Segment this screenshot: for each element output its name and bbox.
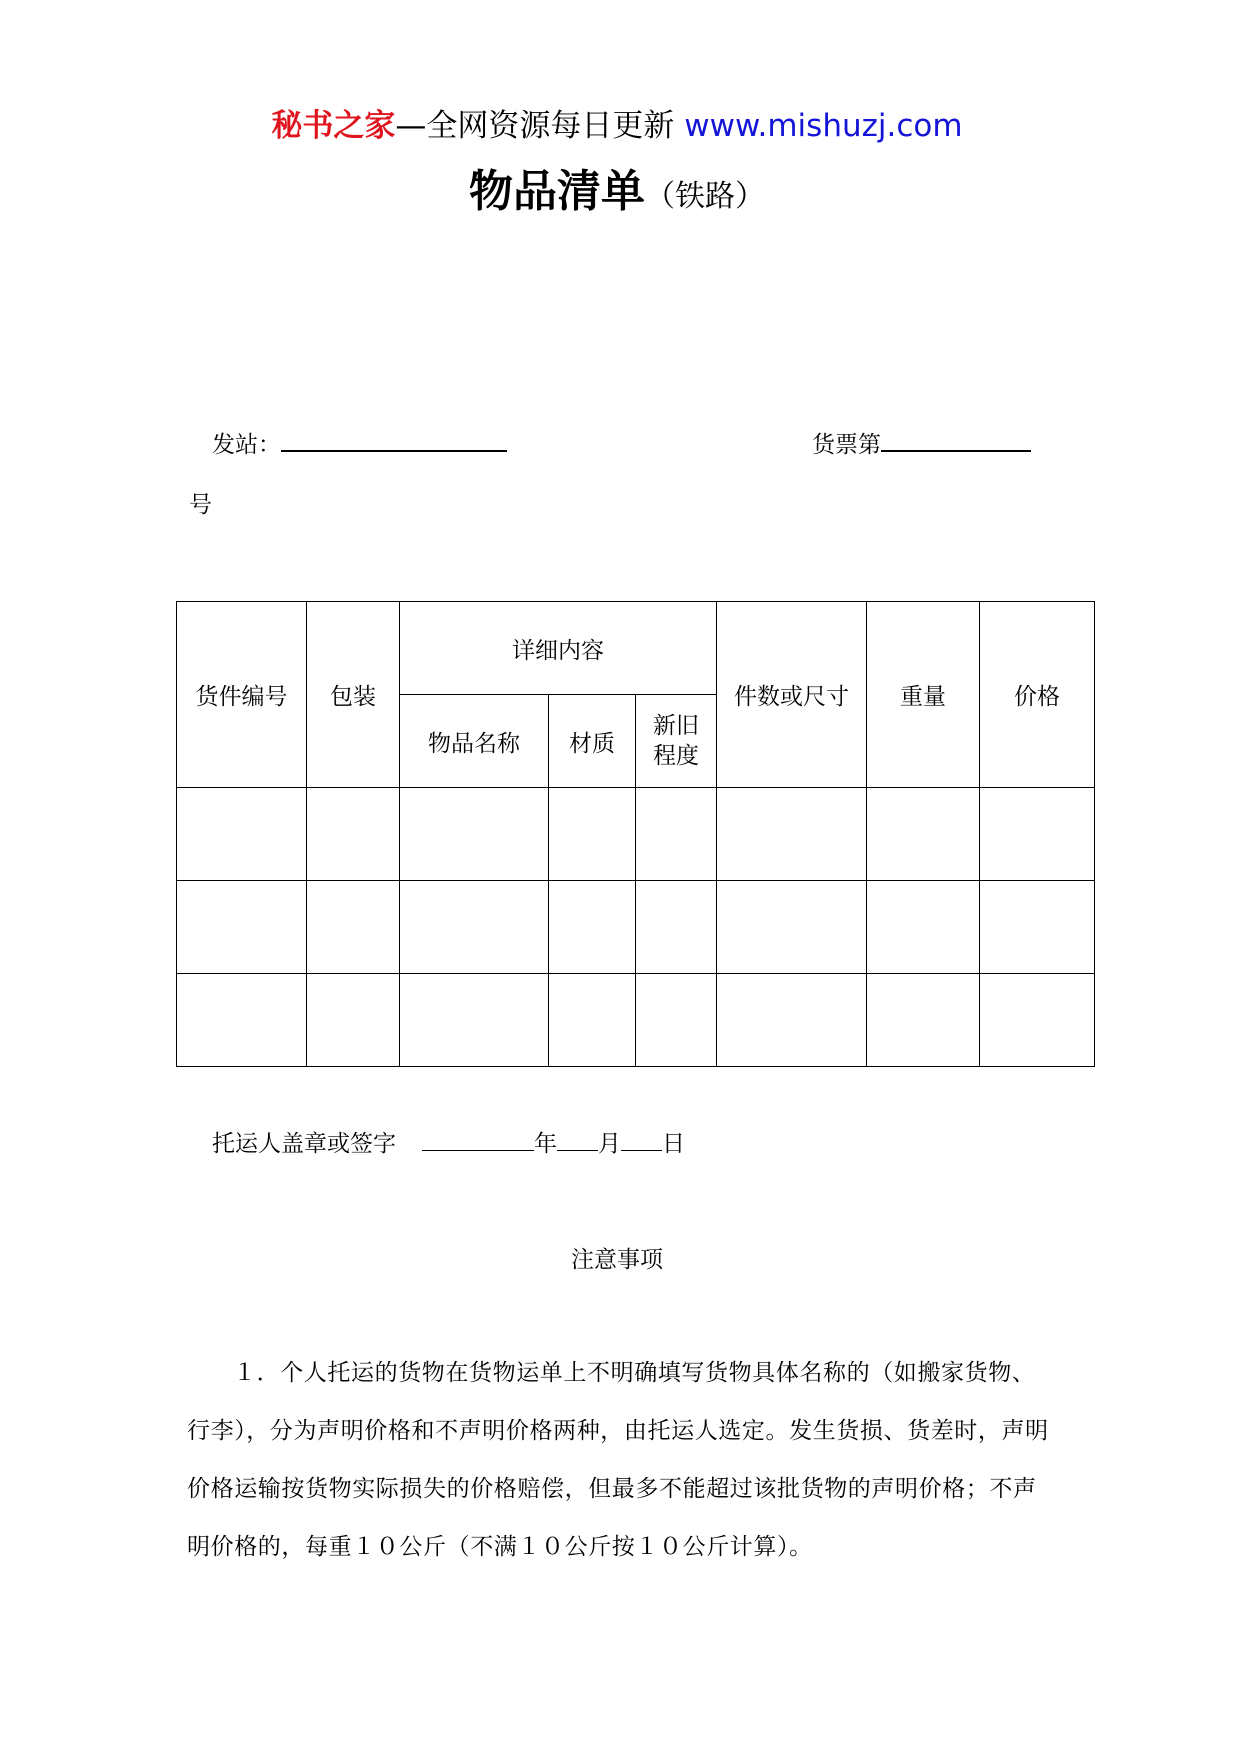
waybill-suffix: 号 — [189, 492, 212, 518]
table-row — [177, 881, 1095, 974]
document-title — [0, 155, 1234, 219]
table-cell[interactable] — [177, 881, 307, 974]
table-cell[interactable] — [717, 881, 867, 974]
table-cell[interactable] — [549, 788, 636, 881]
departure-input[interactable] — [281, 428, 507, 452]
header-packaging: 包装 — [307, 602, 400, 788]
table-cell[interactable] — [636, 788, 717, 881]
table-cell[interactable] — [307, 881, 400, 974]
table-cell[interactable] — [400, 974, 549, 1067]
year-label: 年 — [534, 1131, 557, 1157]
notes-paragraph-1: １．个人托运的货物在货物运单上不明确填写货物具体名称的（如搬家货物、行李），分为声明价格和不声明价格两种，由托运人选定。发生货损、货差时，声明价格运输按货物实际损失的价格赔偿，但最多不能超过该批货物的声明价格；不声明价格的，每重１０公斤（不满１０公斤按１０公斤计算）。 — [187, 1360, 1049, 1560]
month-label: 月 — [598, 1131, 621, 1157]
header-details: 详细内容 — [400, 602, 717, 695]
header-quantity-size: 件数或尺寸 — [717, 602, 867, 788]
header-tagline: 全网资源每日更新 — [426, 108, 675, 144]
title-sub: （铁路） — [645, 179, 765, 214]
header-weight: 重量 — [867, 602, 980, 788]
header-price: 价格 — [980, 602, 1095, 788]
waybill-field — [812, 426, 1031, 459]
table-cell[interactable] — [867, 974, 980, 1067]
brand-name: 秘书之家 — [271, 108, 396, 144]
day-label: 日 — [662, 1131, 685, 1157]
table-cell[interactable] — [717, 788, 867, 881]
table-cell[interactable] — [636, 974, 717, 1067]
table-cell[interactable] — [980, 974, 1095, 1067]
month-input[interactable] — [557, 1128, 598, 1151]
signature-line — [212, 1125, 685, 1158]
site-url-link[interactable]: www.mishuzj.com — [684, 108, 963, 144]
table-cell[interactable] — [549, 974, 636, 1067]
table-cell[interactable] — [867, 788, 980, 881]
waybill-input[interactable] — [881, 428, 1031, 452]
signature-label: 托运人盖章或签字 — [212, 1131, 396, 1157]
header-cargo-no: 货件编号 — [177, 602, 307, 788]
table-cell[interactable] — [307, 974, 400, 1067]
table-cell[interactable] — [400, 881, 549, 974]
table-cell[interactable] — [636, 881, 717, 974]
table-cell[interactable] — [307, 788, 400, 881]
table-cell[interactable] — [980, 788, 1095, 881]
departure-label: 发站： — [212, 432, 281, 458]
table-cell[interactable] — [177, 974, 307, 1067]
table-cell[interactable] — [549, 881, 636, 974]
table-row — [177, 788, 1095, 881]
table-cell[interactable] — [400, 788, 549, 881]
table-cell[interactable] — [177, 788, 307, 881]
header-material: 材质 — [549, 695, 636, 788]
header-condition: 新旧程度 — [636, 695, 717, 788]
signature-input[interactable] — [422, 1128, 534, 1151]
waybill-label: 货票第 — [812, 432, 881, 458]
table-cell[interactable] — [980, 881, 1095, 974]
table-cell[interactable] — [717, 974, 867, 1067]
header-dash: — — [395, 108, 427, 144]
header-item-name: 物品名称 — [400, 695, 549, 788]
table-row — [177, 974, 1095, 1067]
day-input[interactable] — [621, 1128, 662, 1151]
table-cell[interactable] — [867, 881, 980, 974]
title-main: 物品清单 — [469, 166, 645, 217]
item-list-table — [176, 601, 1095, 1067]
departure-field — [212, 426, 507, 459]
notes-title: 注意事项 — [571, 1247, 663, 1273]
site-header — [0, 100, 1234, 145]
